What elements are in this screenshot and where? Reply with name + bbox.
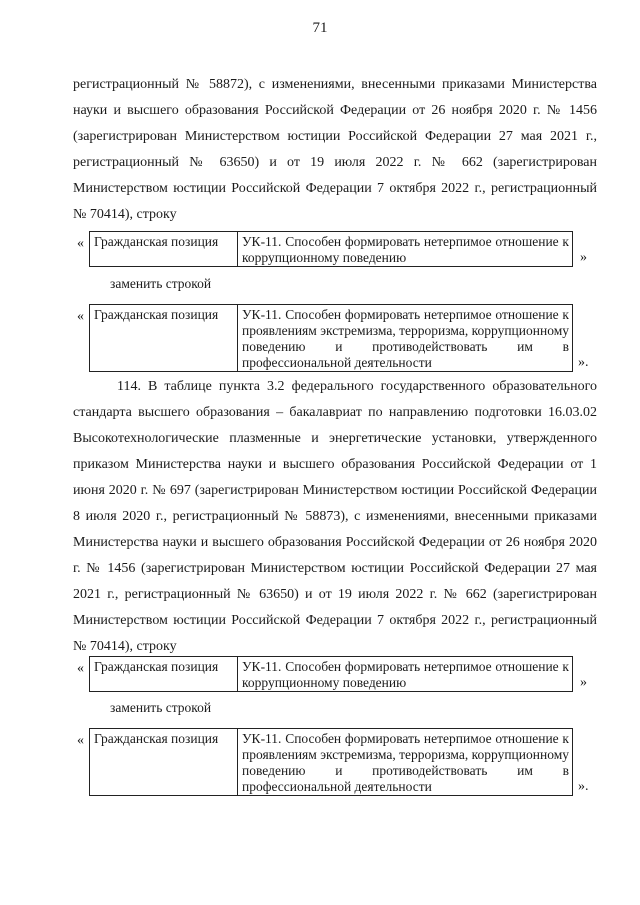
quote-close-final: ».: [578, 355, 589, 370]
quote-open: «: [77, 309, 84, 324]
table-cell-competency: УК-11. Способен формировать нетерпимое отношение к проявлениям экстремизма, терроризма, коррупционному поведению и противодействовать им в профессиональной деятельности: [238, 729, 573, 796]
new-table-row-1: [89, 304, 573, 372]
old-table-row-1: [89, 231, 573, 267]
paragraph-item-114: 114. В таблице пункта 3.2 федерального государственного образовательного стандарта высшего образования – бакалавриат по направлению подготовки 16.03.02 Высокотехнологические плазменные и энергетические установки, утвержденного приказом Министерства науки и высшего образования Российской Федерации от 1 июня 2020 г. № 697 (зарегистрирован Министерством юстиции Российской Федерации 8 июля 2020 г., регистрационный № 58873), с изменениями, внесенными приказами Министерства науки и высшего образования Российской Федерации от 26 ноября 2020 г. № 1456 (зарегистрирован Министерством юстиции Российской Федерации 27 мая 2021 г., регистрационный № 63650) и от 19 июля 2022 г. № 662 (зарегистрирован Министерством юстиции Российской Федерации 7 октября 2022 г., регистрационный № 70414), строку: [73, 379, 597, 654]
quote-open: «: [77, 661, 84, 676]
table-cell-competency-group: Гражданская позиция: [90, 657, 238, 692]
table-cell-competency-group: Гражданская позиция: [90, 232, 238, 267]
quote-close: »: [580, 250, 587, 265]
replace-label: заменить строкой: [110, 276, 212, 291]
table-cell-competency-group: Гражданская позиция: [90, 729, 238, 796]
table-cell-competency: УК-11. Способен формировать нетерпимое отношение к проявлениям экстремизма, терроризма, коррупционному поведению и противодействовать им в профессиональной деятельности: [238, 305, 573, 372]
quote-close-final: ».: [578, 779, 589, 794]
quote-close: »: [580, 675, 587, 690]
table-cell-competency: УК-11. Способен формировать нетерпимое отношение к коррупционному поведению: [238, 232, 573, 267]
table-cell-competency-group: Гражданская позиция: [90, 305, 238, 372]
old-table-row-2: [89, 656, 573, 692]
new-table-row-2: [89, 728, 573, 796]
page-number: 71: [312, 20, 328, 36]
quote-open: «: [77, 733, 84, 748]
quote-open: «: [77, 236, 84, 251]
paragraph-continuation: регистрационный № 58872), с изменениями, внесенными приказами Министерства науки и высшего образования Российской Федерации от 26 ноября 2020 г. № 1456 (зарегистрирован Министерством юстиции Российской Федерации 27 мая 2021 г., регистрационный № 63650) и от 19 июля 2022 г. № 662 (зарегистрирован Министерством юстиции Российской Федерации 7 октября 2022 г., регистрационный № 70414), строку: [73, 77, 597, 222]
replace-label: заменить строкой: [110, 700, 212, 715]
table-cell-competency: УК-11. Способен формировать нетерпимое отношение к коррупционному поведению: [238, 657, 573, 692]
